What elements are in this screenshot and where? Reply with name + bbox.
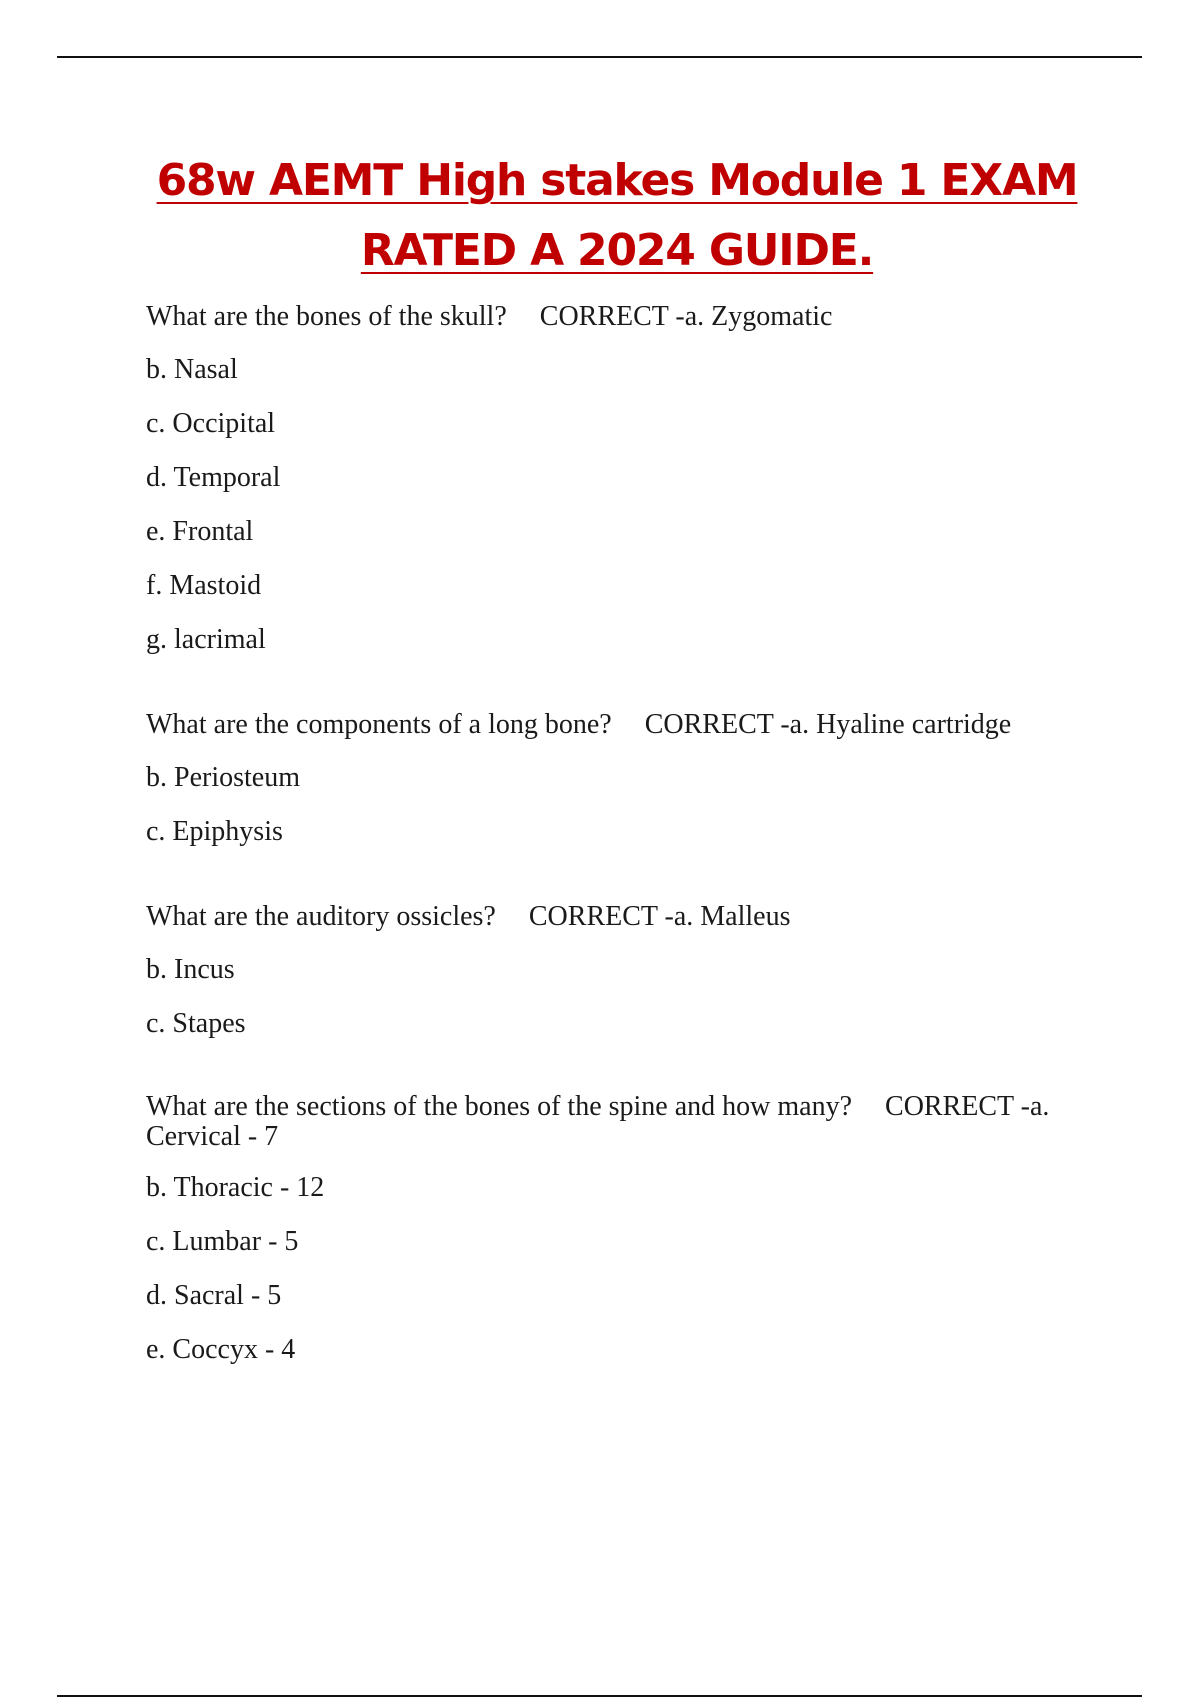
question-line	[146, 1092, 1096, 1152]
top-rule	[57, 56, 1142, 58]
answer-option: d. Sacral - 5	[146, 1280, 282, 1311]
question-text: What are the sections of the bones of the spine and how many?	[146, 1091, 853, 1122]
answer-option: c. Lumbar - 5	[146, 1226, 299, 1257]
answer-option: b. Nasal	[146, 354, 238, 385]
answer-option: b. Thoracic - 12	[146, 1172, 325, 1203]
answer-first: CORRECT -a. Zygomatic	[539, 301, 833, 332]
question-text: What are the auditory ossicles?	[146, 901, 496, 932]
question-block	[146, 900, 1096, 1041]
question-line	[146, 300, 1096, 334]
question-list	[146, 300, 1096, 1418]
answer-first: CORRECT -a. Malleus	[528, 901, 791, 932]
answer-first: CORRECT -a. Cervical - 7	[146, 1091, 1050, 1152]
answer-option: g. lacrimal	[146, 624, 266, 655]
bottom-rule	[57, 1695, 1142, 1697]
question-block	[146, 708, 1096, 849]
question-text: What are the components of a long bone?	[146, 709, 612, 740]
document-title	[57, 146, 1177, 286]
answer-first: CORRECT -a. Hyaline cartridge	[644, 709, 1012, 740]
question-block	[146, 300, 1096, 657]
answer-option: c. Epiphysis	[146, 816, 283, 847]
question-block	[146, 1092, 1096, 1367]
answer-option: c. Stapes	[146, 1008, 246, 1039]
question-line	[146, 708, 1096, 742]
question-line	[146, 900, 1096, 934]
answer-option: c. Occipital	[146, 408, 276, 439]
title-line-2: RATED A 2024 GUIDE.	[360, 225, 874, 276]
question-text: What are the bones of the skull?	[146, 301, 507, 332]
answer-option: b. Periosteum	[146, 762, 300, 793]
answer-option: e. Coccyx - 4	[146, 1334, 296, 1365]
answer-option: f. Mastoid	[146, 570, 262, 601]
answer-option: e. Frontal	[146, 516, 254, 547]
title-line-1: 68w AEMT High stakes Module 1 EXAM	[156, 155, 1078, 206]
answer-option: b. Incus	[146, 954, 235, 985]
answer-option: d. Temporal	[146, 462, 281, 493]
